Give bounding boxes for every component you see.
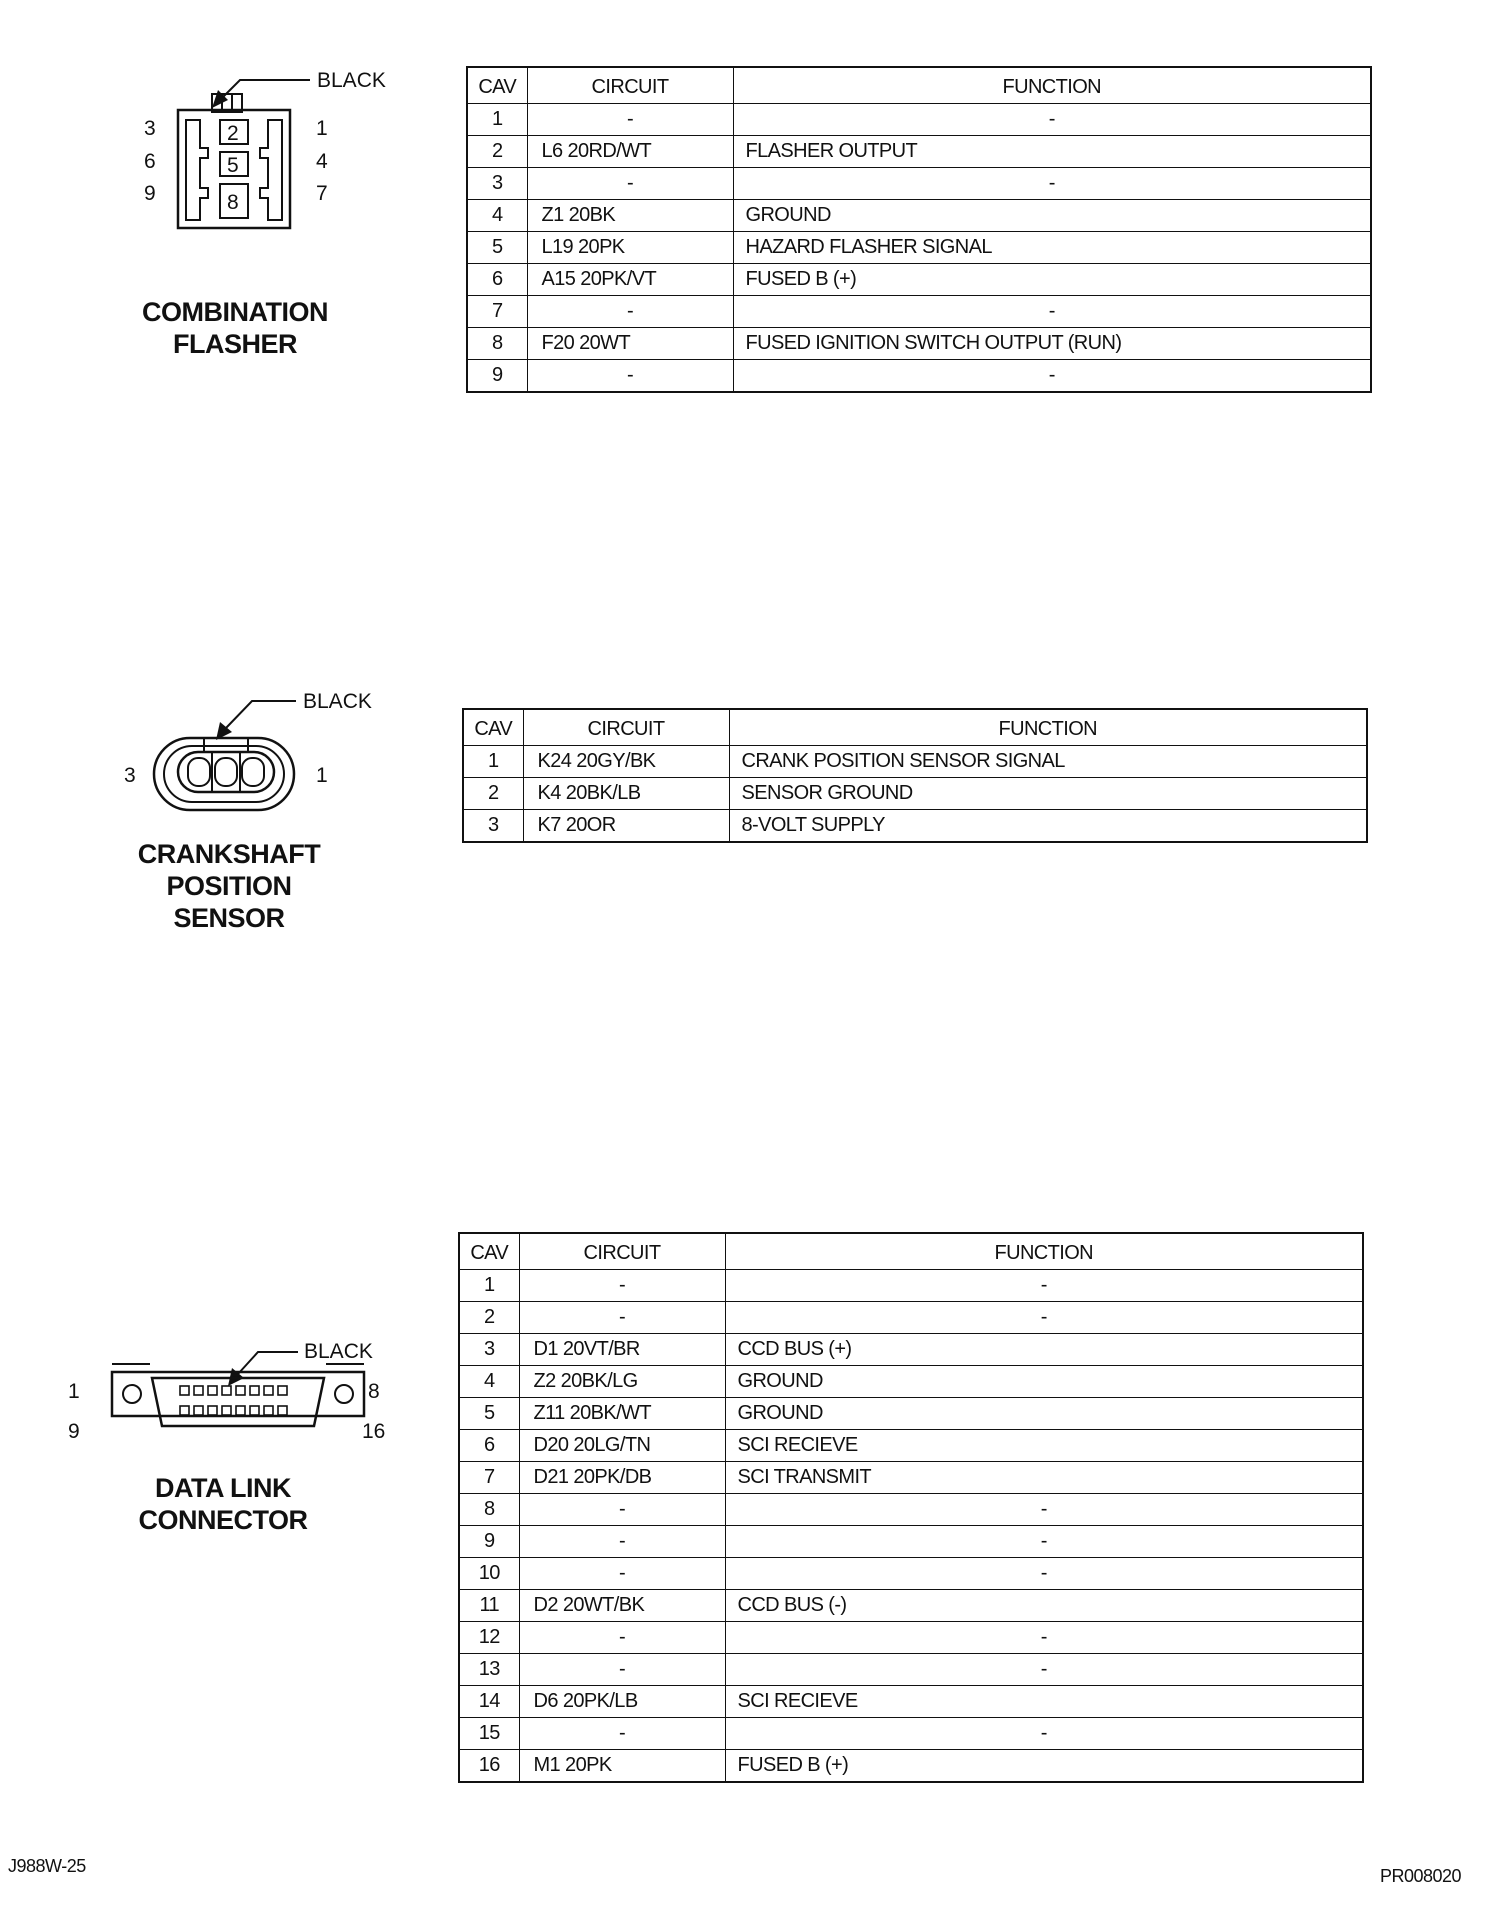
dlc-pin-rows bbox=[180, 1386, 287, 1415]
function-cell: - bbox=[725, 1558, 1363, 1590]
dlc-pin bbox=[250, 1406, 259, 1415]
table-row bbox=[459, 1366, 1363, 1398]
cav-cell: 2 bbox=[463, 778, 523, 810]
dlc-title-line: CONNECTOR bbox=[138, 1505, 308, 1535]
cav-header: CAV bbox=[463, 709, 523, 746]
table-row bbox=[459, 1590, 1363, 1622]
cav-cell: 2 bbox=[467, 136, 527, 168]
cav-cell: 3 bbox=[463, 810, 523, 843]
table-row bbox=[467, 200, 1371, 232]
table-row bbox=[467, 328, 1371, 360]
dlc-title-line: DATA LINK bbox=[155, 1473, 291, 1503]
dlc-pin bbox=[180, 1406, 189, 1415]
dlc-pin bbox=[250, 1386, 259, 1395]
cav-header: CAV bbox=[459, 1233, 519, 1270]
function-cell: SCI RECIEVE bbox=[725, 1686, 1363, 1718]
circuit-cell: - bbox=[519, 1622, 725, 1654]
flasher-pin-label: 7 bbox=[316, 182, 328, 205]
dlc-pin bbox=[278, 1386, 287, 1395]
crank-color-leader bbox=[226, 701, 296, 728]
flasher-color-leader bbox=[222, 80, 310, 98]
circuit-cell: D1 20VT/BR bbox=[519, 1334, 725, 1366]
circuit-cell: K7 20OR bbox=[523, 810, 729, 843]
cav-cell: 4 bbox=[459, 1366, 519, 1398]
cav-cell: 3 bbox=[459, 1334, 519, 1366]
table-row bbox=[459, 1334, 1363, 1366]
circuit-cell: - bbox=[519, 1494, 725, 1526]
table-row bbox=[467, 360, 1371, 393]
cav-cell: 8 bbox=[459, 1494, 519, 1526]
cav-cell: 13 bbox=[459, 1654, 519, 1686]
flasher-right-terminals bbox=[260, 120, 282, 220]
function-cell: GROUND bbox=[733, 200, 1371, 232]
crankshaft-sensor-diagram bbox=[120, 686, 380, 826]
dlc-pin bbox=[222, 1386, 231, 1395]
dlc-mount-hole bbox=[123, 1385, 141, 1403]
table-row bbox=[459, 1750, 1363, 1783]
crank-terminal bbox=[215, 758, 237, 786]
dlc-pin bbox=[194, 1406, 203, 1415]
crank-title-line: CRANKSHAFT bbox=[137, 839, 321, 869]
crank-terminal bbox=[242, 758, 264, 786]
function-cell: SCI TRANSMIT bbox=[725, 1462, 1363, 1494]
table-header-row bbox=[467, 67, 1371, 104]
flasher-pin-label: 5 bbox=[227, 154, 239, 177]
cav-cell: 7 bbox=[459, 1462, 519, 1494]
function-cell: - bbox=[725, 1718, 1363, 1750]
table-row bbox=[467, 168, 1371, 200]
table-row bbox=[463, 778, 1367, 810]
cav-cell: 8 bbox=[467, 328, 527, 360]
cav-cell: 6 bbox=[459, 1430, 519, 1462]
function-cell: - bbox=[725, 1654, 1363, 1686]
cav-cell: 4 bbox=[467, 200, 527, 232]
function-cell: - bbox=[733, 104, 1371, 136]
circuit-cell: - bbox=[527, 360, 733, 393]
flasher-pin-label: 2 bbox=[227, 122, 239, 145]
circuit-cell: - bbox=[527, 168, 733, 200]
footer-left-code: J988W-25 bbox=[8, 1856, 86, 1876]
dlc-pin bbox=[278, 1406, 287, 1415]
dlc-pin bbox=[222, 1406, 231, 1415]
cav-cell: 1 bbox=[467, 104, 527, 136]
function-cell: FUSED IGNITION SWITCH OUTPUT (RUN) bbox=[733, 328, 1371, 360]
table-header-row bbox=[463, 709, 1367, 746]
crank-housing-inner bbox=[164, 746, 284, 802]
cav-cell: 5 bbox=[467, 232, 527, 264]
dlc-pin-label: 9 bbox=[68, 1420, 80, 1443]
crank-title-line: SENSOR bbox=[173, 903, 285, 933]
function-cell: CCD BUS (-) bbox=[725, 1590, 1363, 1622]
table-row bbox=[463, 810, 1367, 843]
circuit-cell: - bbox=[519, 1270, 725, 1302]
circuit-cell: K24 20GY/BK bbox=[523, 746, 729, 778]
table-row bbox=[467, 104, 1371, 136]
table-row bbox=[459, 1718, 1363, 1750]
circuit-cell: Z2 20BK/LG bbox=[519, 1366, 725, 1398]
cav-cell: 11 bbox=[459, 1590, 519, 1622]
table-row bbox=[459, 1302, 1363, 1334]
dlc-table-body bbox=[459, 1270, 1363, 1783]
cav-cell: 6 bbox=[467, 264, 527, 296]
function-cell: GROUND bbox=[725, 1398, 1363, 1430]
circuit-cell: - bbox=[519, 1302, 725, 1334]
table-row bbox=[459, 1398, 1363, 1430]
cav-cell: 1 bbox=[459, 1270, 519, 1302]
dlc-pin-table bbox=[458, 1232, 1364, 1783]
function-header: FUNCTION bbox=[725, 1233, 1363, 1270]
crank-terminal bbox=[188, 758, 210, 786]
crank-pin-label: 3 bbox=[124, 764, 136, 787]
function-cell: SCI RECIEVE bbox=[725, 1430, 1363, 1462]
crank-table-body bbox=[463, 746, 1367, 843]
dlc-mount-hole bbox=[335, 1385, 353, 1403]
function-cell: 8-VOLT SUPPLY bbox=[729, 810, 1367, 843]
dlc-pin-label: 8 bbox=[368, 1380, 380, 1403]
flasher-pin-label: 1 bbox=[316, 117, 328, 140]
circuit-cell: M1 20PK bbox=[519, 1750, 725, 1783]
flasher-color-arrowhead bbox=[212, 90, 228, 108]
function-cell: - bbox=[733, 296, 1371, 328]
data-link-connector-diagram bbox=[60, 1336, 400, 1456]
function-cell: FUSED B (+) bbox=[733, 264, 1371, 296]
cav-cell: 7 bbox=[467, 296, 527, 328]
footer-right-code: PR008020 bbox=[1380, 1866, 1462, 1886]
circuit-header: CIRCUIT bbox=[519, 1233, 725, 1270]
crank-color-label: BLACK bbox=[303, 690, 372, 713]
dlc-pin bbox=[180, 1386, 189, 1395]
circuit-cell: D6 20PK/LB bbox=[519, 1686, 725, 1718]
crank-title bbox=[104, 838, 354, 934]
dlc-pin bbox=[208, 1386, 217, 1395]
function-cell: - bbox=[725, 1526, 1363, 1558]
table-row bbox=[459, 1622, 1363, 1654]
function-header: FUNCTION bbox=[733, 67, 1371, 104]
function-cell: - bbox=[733, 360, 1371, 393]
table-row bbox=[459, 1686, 1363, 1718]
table-row bbox=[459, 1654, 1363, 1686]
table-row bbox=[459, 1270, 1363, 1302]
combination-flasher-diagram bbox=[130, 62, 390, 282]
flasher-table-body bbox=[467, 104, 1371, 393]
function-cell: CCD BUS (+) bbox=[725, 1334, 1363, 1366]
flasher-pin-label: 9 bbox=[144, 182, 156, 205]
table-row bbox=[459, 1558, 1363, 1590]
circuit-cell: A15 20PK/VT bbox=[527, 264, 733, 296]
table-row bbox=[459, 1526, 1363, 1558]
function-cell: - bbox=[725, 1622, 1363, 1654]
function-cell: CRANK POSITION SENSOR SIGNAL bbox=[729, 746, 1367, 778]
dlc-title bbox=[98, 1472, 348, 1536]
cav-cell: 15 bbox=[459, 1718, 519, 1750]
crank-pin-table bbox=[462, 708, 1368, 843]
crank-title-line: POSITION bbox=[166, 871, 292, 901]
circuit-cell: - bbox=[519, 1654, 725, 1686]
circuit-cell: D20 20LG/TN bbox=[519, 1430, 725, 1462]
circuit-cell: Z11 20BK/WT bbox=[519, 1398, 725, 1430]
circuit-header: CIRCUIT bbox=[523, 709, 729, 746]
dlc-pin-label: 16 bbox=[362, 1420, 386, 1443]
cav-cell: 10 bbox=[459, 1558, 519, 1590]
table-row bbox=[467, 136, 1371, 168]
function-cell: - bbox=[725, 1494, 1363, 1526]
circuit-cell: - bbox=[527, 296, 733, 328]
cav-cell: 2 bbox=[459, 1302, 519, 1334]
dlc-pin-label: 1 bbox=[68, 1380, 80, 1403]
dlc-body bbox=[152, 1378, 324, 1426]
flasher-pin-table bbox=[466, 66, 1372, 393]
table-header-row bbox=[459, 1233, 1363, 1270]
circuit-cell: - bbox=[519, 1526, 725, 1558]
cav-cell: 9 bbox=[459, 1526, 519, 1558]
flasher-color-label: BLACK bbox=[317, 69, 386, 92]
flasher-pin-label: 3 bbox=[144, 117, 156, 140]
table-row bbox=[459, 1494, 1363, 1526]
flasher-left-terminals bbox=[186, 120, 208, 220]
crank-pin-label: 1 bbox=[316, 764, 328, 787]
cav-header: CAV bbox=[467, 67, 527, 104]
cav-cell: 3 bbox=[467, 168, 527, 200]
cav-cell: 5 bbox=[459, 1398, 519, 1430]
table-row bbox=[463, 746, 1367, 778]
table-row bbox=[467, 232, 1371, 264]
function-cell: FUSED B (+) bbox=[725, 1750, 1363, 1783]
flasher-title-line: COMBINATION bbox=[142, 297, 328, 327]
function-header: FUNCTION bbox=[729, 709, 1367, 746]
table-row bbox=[467, 264, 1371, 296]
function-cell: HAZARD FLASHER SIGNAL bbox=[733, 232, 1371, 264]
circuit-cell: Z1 20BK bbox=[527, 200, 733, 232]
cav-cell: 9 bbox=[467, 360, 527, 393]
circuit-cell: - bbox=[527, 104, 733, 136]
circuit-header: CIRCUIT bbox=[527, 67, 733, 104]
table-row bbox=[459, 1430, 1363, 1462]
cav-cell: 16 bbox=[459, 1750, 519, 1783]
circuit-cell: D21 20PK/DB bbox=[519, 1462, 725, 1494]
function-cell: - bbox=[725, 1302, 1363, 1334]
flasher-pin-label: 6 bbox=[144, 150, 156, 173]
dlc-pin bbox=[264, 1406, 273, 1415]
dlc-pin bbox=[236, 1406, 245, 1415]
cav-cell: 14 bbox=[459, 1686, 519, 1718]
dlc-pin bbox=[264, 1386, 273, 1395]
table-row bbox=[467, 296, 1371, 328]
dlc-pin bbox=[194, 1386, 203, 1395]
function-cell: - bbox=[733, 168, 1371, 200]
dlc-pin bbox=[208, 1406, 217, 1415]
circuit-cell: L19 20PK bbox=[527, 232, 733, 264]
circuit-cell: F20 20WT bbox=[527, 328, 733, 360]
circuit-cell: D2 20WT/BK bbox=[519, 1590, 725, 1622]
dlc-color-label: BLACK bbox=[304, 1340, 373, 1363]
circuit-cell: - bbox=[519, 1558, 725, 1590]
circuit-cell: K4 20BK/LB bbox=[523, 778, 729, 810]
flasher-pin-label: 8 bbox=[227, 191, 239, 214]
dlc-pin bbox=[236, 1386, 245, 1395]
circuit-cell: - bbox=[519, 1718, 725, 1750]
table-row bbox=[459, 1462, 1363, 1494]
function-cell: - bbox=[725, 1270, 1363, 1302]
cav-cell: 1 bbox=[463, 746, 523, 778]
flasher-pin-label: 4 bbox=[316, 150, 328, 173]
function-cell: SENSOR GROUND bbox=[729, 778, 1367, 810]
cav-cell: 12 bbox=[459, 1622, 519, 1654]
flasher-title-line: FLASHER bbox=[173, 329, 297, 359]
function-cell: GROUND bbox=[725, 1366, 1363, 1398]
function-cell: FLASHER OUTPUT bbox=[733, 136, 1371, 168]
circuit-cell: L6 20RD/WT bbox=[527, 136, 733, 168]
dlc-color-leader bbox=[238, 1352, 298, 1374]
flasher-title bbox=[110, 296, 360, 360]
